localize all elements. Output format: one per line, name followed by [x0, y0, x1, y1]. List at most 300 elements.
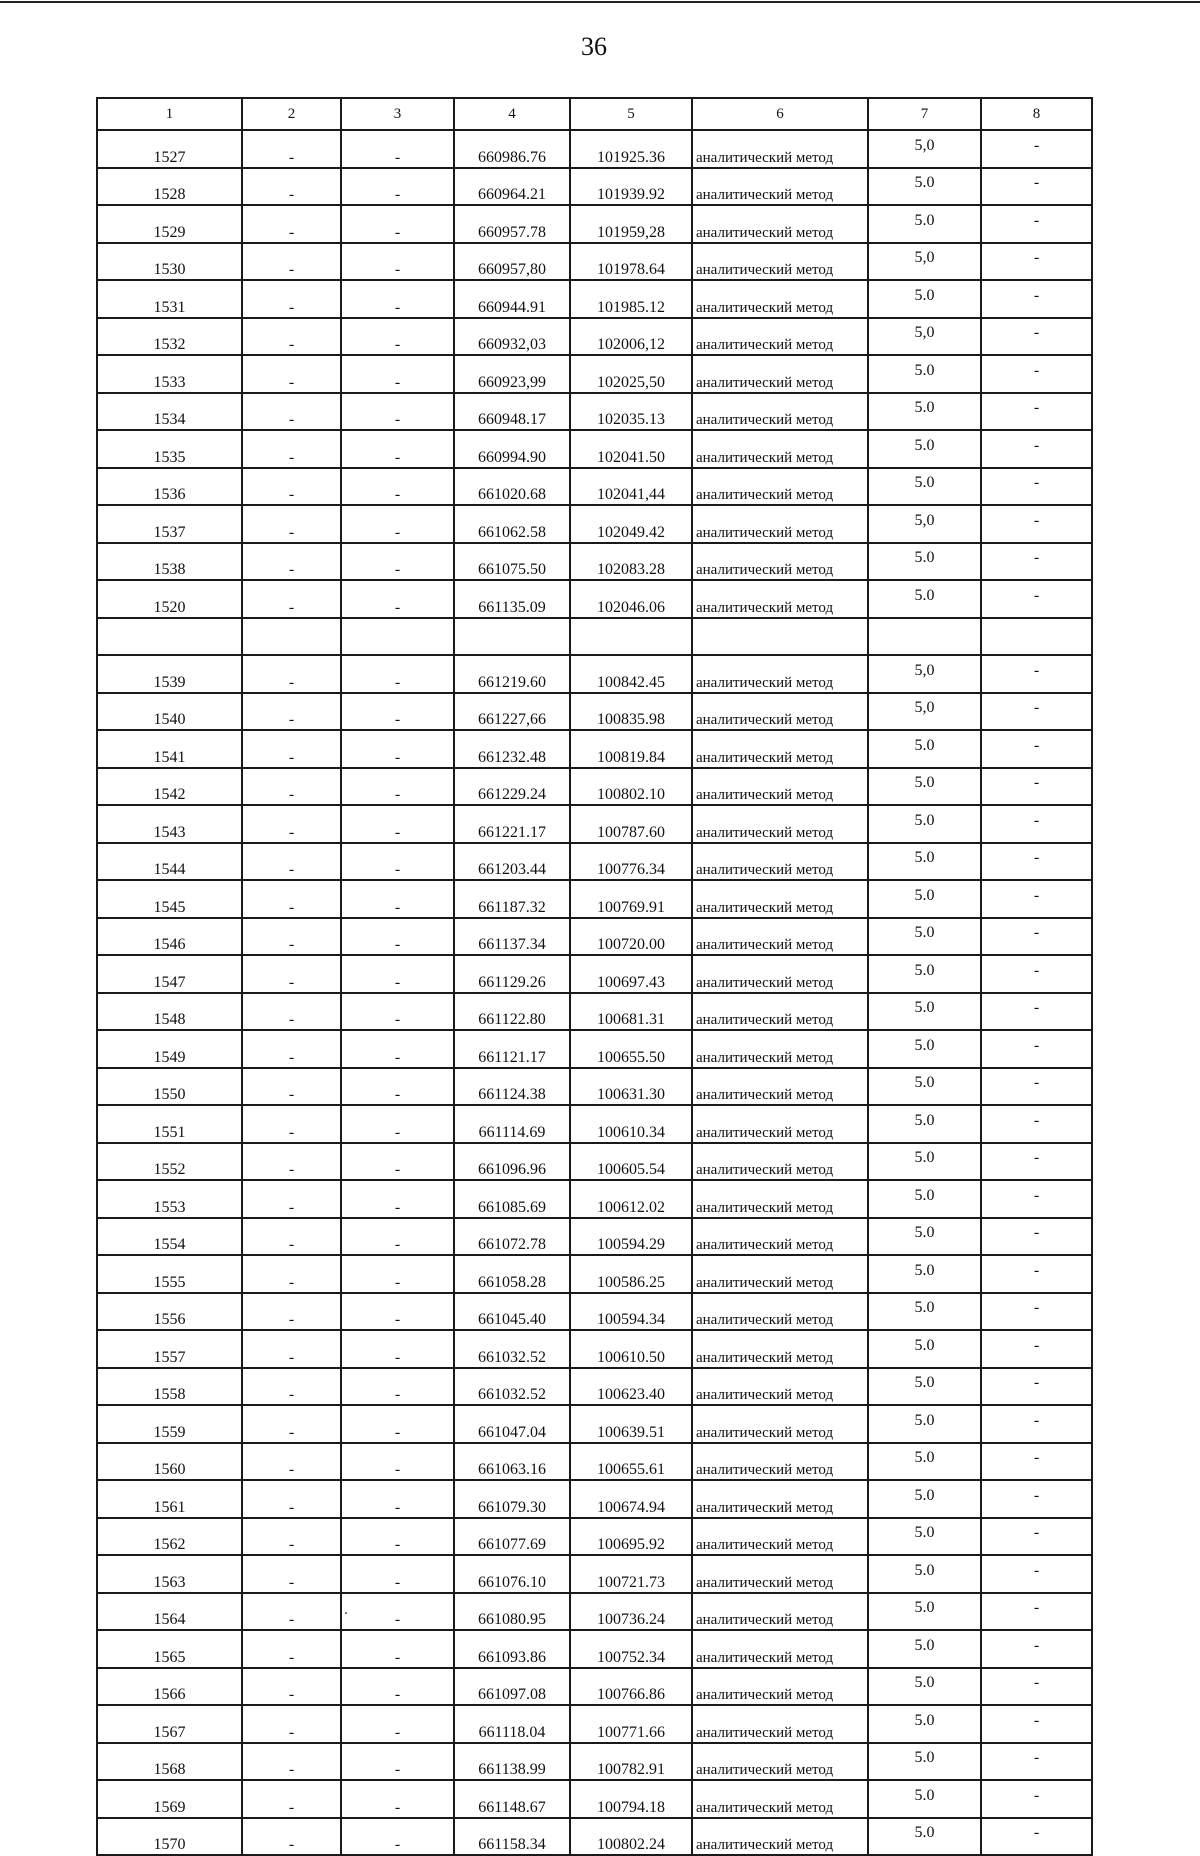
column-header-1: 1 — [97, 98, 242, 130]
cell-coordinate-x: 661229.24 — [454, 768, 570, 806]
cell-column-3: - — [341, 843, 454, 881]
cell-method: аналитический метод — [692, 843, 868, 881]
cell-method: аналитический метод — [692, 1255, 868, 1293]
table-row — [97, 768, 1092, 806]
cell-column-2: - — [242, 1330, 341, 1368]
cell-column-3: - — [341, 1293, 454, 1331]
cell-column-8: - — [981, 880, 1092, 918]
cell-accuracy — [868, 618, 981, 656]
cell-accuracy: 5.0 — [868, 430, 981, 468]
cell-method: аналитический метод — [692, 1518, 868, 1556]
cell-point-number: 1566 — [97, 1668, 242, 1706]
cell-point-number: 1564 — [97, 1593, 242, 1631]
cell-coordinate-x: 660957,80 — [454, 243, 570, 281]
cell-column-3: - — [341, 318, 454, 356]
table-row — [97, 318, 1092, 356]
cell-column-8: - — [981, 1780, 1092, 1818]
cell-column-2: - — [242, 243, 341, 281]
cell-method: аналитический метод — [692, 280, 868, 318]
cell-point-number: 1560 — [97, 1443, 242, 1481]
cell-method: аналитический метод — [692, 1330, 868, 1368]
cell-column-3: - — [341, 468, 454, 506]
cell-column-8: - — [981, 1818, 1092, 1856]
cell-coordinate-y: 100835.98 — [570, 693, 692, 731]
cell-column-2: - — [242, 1705, 341, 1743]
cell-point-number: 1537 — [97, 505, 242, 543]
cell-coordinate-y: 102041.50 — [570, 430, 692, 468]
cell-column-8: - — [981, 1143, 1092, 1181]
cell-coordinate-x: 660964.21 — [454, 168, 570, 206]
cell-column-2: - — [242, 1368, 341, 1406]
cell-column-3: - — [341, 1555, 454, 1593]
table-row — [97, 430, 1092, 468]
cell-column-2: - — [242, 468, 341, 506]
cell-coordinate-x — [454, 618, 570, 656]
cell-method — [692, 618, 868, 656]
cell-column-8: - — [981, 1330, 1092, 1368]
table-row — [97, 1705, 1092, 1743]
cell-point-number: 1527 — [97, 130, 242, 168]
cell-point-number: 1555 — [97, 1255, 242, 1293]
cell-column-2: - — [242, 318, 341, 356]
table-row — [97, 1668, 1092, 1706]
column-header-7: 7 — [868, 98, 981, 130]
cell-coordinate-x: 661135.09 — [454, 580, 570, 618]
cell-coordinate-y: 100697.43 — [570, 955, 692, 993]
cell-method: аналитический метод — [692, 1218, 868, 1256]
cell-point-number: 1569 — [97, 1780, 242, 1818]
cell-coordinate-y: 100721.73 — [570, 1555, 692, 1593]
cell-column-2: - — [242, 1255, 341, 1293]
cell-point-number: 1540 — [97, 693, 242, 731]
table-row — [97, 1218, 1092, 1256]
cell-coordinate-x: 661122.80 — [454, 993, 570, 1031]
cell-column-8: - — [981, 1743, 1092, 1781]
cell-coordinate-y: 100655.61 — [570, 1443, 692, 1481]
table-row — [97, 280, 1092, 318]
cell-method: аналитический метод — [692, 505, 868, 543]
table-row — [97, 955, 1092, 993]
cell-coordinate-y: 102049.42 — [570, 505, 692, 543]
cell-column-3: - — [341, 1705, 454, 1743]
cell-accuracy: 5.0 — [868, 1218, 981, 1256]
cell-column-3: - — [341, 430, 454, 468]
cell-column-2: - — [242, 1293, 341, 1331]
cell-coordinate-y: 100594.34 — [570, 1293, 692, 1331]
cell-coordinate-y: 100802.24 — [570, 1818, 692, 1856]
cell-column-8: - — [981, 1293, 1092, 1331]
cell-method: аналитический метод — [692, 1593, 868, 1631]
table-row — [97, 1293, 1092, 1331]
cell-point-number: 1552 — [97, 1143, 242, 1181]
cell-column-2: - — [242, 280, 341, 318]
cell-coordinate-y: 101978.64 — [570, 243, 692, 281]
table-row — [97, 355, 1092, 393]
table-row — [97, 993, 1092, 1031]
cell-point-number: 1543 — [97, 805, 242, 843]
cell-accuracy: 5.0 — [868, 1668, 981, 1706]
cell-coordinate-y: 100655.50 — [570, 1030, 692, 1068]
cell-method: аналитический метод — [692, 468, 868, 506]
table-row — [97, 1480, 1092, 1518]
cell-column-8: - — [981, 468, 1092, 506]
cell-coordinate-y: 100769.91 — [570, 880, 692, 918]
cell-point-number: 1539 — [97, 655, 242, 693]
table-row — [97, 505, 1092, 543]
cell-column-3: - — [341, 1143, 454, 1181]
cell-coordinate-x: 661080.95 — [454, 1593, 570, 1631]
cell-coordinate-x: 661187.32 — [454, 880, 570, 918]
cell-method: аналитический метод — [692, 955, 868, 993]
cell-coordinate-x: 661118.04 — [454, 1705, 570, 1743]
table-row — [97, 1068, 1092, 1106]
table-row — [97, 1743, 1092, 1781]
table-row — [97, 1593, 1092, 1631]
table-row — [97, 1555, 1092, 1593]
cell-coordinate-y: 102046.06 — [570, 580, 692, 618]
cell-column-8: - — [981, 730, 1092, 768]
cell-coordinate-x: 660923,99 — [454, 355, 570, 393]
cell-coordinate-x: 661203.44 — [454, 843, 570, 881]
cell-coordinate-x: 660932,03 — [454, 318, 570, 356]
cell-accuracy: 5.0 — [868, 1818, 981, 1856]
cell-column-3: - — [341, 880, 454, 918]
cell-column-8: - — [981, 655, 1092, 693]
cell-column-8: - — [981, 768, 1092, 806]
cell-accuracy: 5.0 — [868, 1105, 981, 1143]
cell-column-8: - — [981, 843, 1092, 881]
cell-column-2: - — [242, 168, 341, 206]
cell-method: аналитический метод — [692, 693, 868, 731]
cell-point-number: 1546 — [97, 918, 242, 956]
cell-column-8: - — [981, 318, 1092, 356]
cell-coordinate-x: 661219.60 — [454, 655, 570, 693]
cell-column-3: - — [341, 1480, 454, 1518]
cell-accuracy: 5,0 — [868, 243, 981, 281]
cell-column-2: - — [242, 1030, 341, 1068]
cell-coordinate-x: 660957.78 — [454, 205, 570, 243]
cell-column-3: - — [341, 1443, 454, 1481]
cell-coordinate-x: 661121.17 — [454, 1030, 570, 1068]
cell-column-8: - — [981, 955, 1092, 993]
cell-method: аналитический метод — [692, 430, 868, 468]
cell-method: аналитический метод — [692, 1818, 868, 1856]
cell-column-3: - — [341, 730, 454, 768]
cell-column-2: - — [242, 1443, 341, 1481]
cell-column-8: - — [981, 1105, 1092, 1143]
cell-column-3: - — [341, 1630, 454, 1668]
cell-coordinate-y: 102083.28 — [570, 543, 692, 581]
cell-method: аналитический метод — [692, 1143, 868, 1181]
cell-point-number: 1532 — [97, 318, 242, 356]
table-row — [97, 468, 1092, 506]
cell-column-2: - — [242, 768, 341, 806]
cell-column-3: - — [341, 168, 454, 206]
cell-column-8: - — [981, 505, 1092, 543]
cell-column-2: - — [242, 1068, 341, 1106]
cell-accuracy: 5.0 — [868, 468, 981, 506]
cell-column-3: - — [341, 1255, 454, 1293]
cell-column-8: - — [981, 1518, 1092, 1556]
cell-method: аналитический метод — [692, 580, 868, 618]
cell-method: аналитический метод — [692, 1405, 868, 1443]
cell-column-3: - — [341, 1030, 454, 1068]
cell-column-2: - — [242, 1105, 341, 1143]
cell-method: аналитический метод — [692, 1293, 868, 1331]
cell-method: аналитический метод — [692, 168, 868, 206]
cell-method: аналитический метод — [692, 1180, 868, 1218]
cell-column-2: - — [242, 1780, 341, 1818]
cell-accuracy: 5.0 — [868, 355, 981, 393]
cell-point-number: 1542 — [97, 768, 242, 806]
cell-column-2: - — [242, 505, 341, 543]
cell-point-number: 1528 — [97, 168, 242, 206]
cell-column-8: - — [981, 993, 1092, 1031]
cell-column-3: - — [341, 580, 454, 618]
cell-accuracy: 5.0 — [868, 1480, 981, 1518]
scan-speck — [345, 1612, 347, 1614]
table-row — [97, 1780, 1092, 1818]
cell-column-2: - — [242, 430, 341, 468]
table-row — [97, 1443, 1092, 1481]
cell-point-number: 1559 — [97, 1405, 242, 1443]
cell-column-8: - — [981, 580, 1092, 618]
cell-column-2: - — [242, 393, 341, 431]
cell-coordinate-y: 100594.29 — [570, 1218, 692, 1256]
cell-column-3: - — [341, 655, 454, 693]
cell-coordinate-y: 100586.25 — [570, 1255, 692, 1293]
cell-accuracy: 5.0 — [868, 280, 981, 318]
cell-coordinate-y: 100776.34 — [570, 843, 692, 881]
cell-point-number: 1565 — [97, 1630, 242, 1668]
cell-column-3: - — [341, 205, 454, 243]
cell-column-3: - — [341, 1105, 454, 1143]
cell-column-8: - — [981, 693, 1092, 731]
cell-coordinate-y: 101959,28 — [570, 205, 692, 243]
cell-method: аналитический метод — [692, 543, 868, 581]
cell-point-number: 1534 — [97, 393, 242, 431]
cell-column-3: - — [341, 355, 454, 393]
cell-accuracy: 5,0 — [868, 130, 981, 168]
cell-point-number: 1558 — [97, 1368, 242, 1406]
cell-method: аналитический метод — [692, 1068, 868, 1106]
cell-column-3: - — [341, 1180, 454, 1218]
cell-method: аналитический метод — [692, 1555, 868, 1593]
cell-column-2: - — [242, 1630, 341, 1668]
cell-accuracy: 5.0 — [868, 1368, 981, 1406]
cell-point-number: 1567 — [97, 1705, 242, 1743]
cell-column-8: - — [981, 918, 1092, 956]
cell-coordinate-x: 661032.52 — [454, 1368, 570, 1406]
cell-column-3: - — [341, 918, 454, 956]
cell-accuracy: 5,0 — [868, 655, 981, 693]
cell-accuracy: 5.0 — [868, 1030, 981, 1068]
cell-coordinate-x: 661138.99 — [454, 1743, 570, 1781]
cell-method: аналитический метод — [692, 205, 868, 243]
cell-method: аналитический метод — [692, 730, 868, 768]
cell-accuracy: 5.0 — [868, 1068, 981, 1106]
cell-accuracy: 5.0 — [868, 843, 981, 881]
cell-accuracy: 5.0 — [868, 993, 981, 1031]
cell-coordinate-y: 100631.30 — [570, 1068, 692, 1106]
cell-method: аналитический метод — [692, 993, 868, 1031]
cell-column-2: - — [242, 580, 341, 618]
cell-point-number: 1536 — [97, 468, 242, 506]
cell-column-2: - — [242, 1518, 341, 1556]
cell-column-8: - — [981, 1630, 1092, 1668]
cell-coordinate-x: 661058.28 — [454, 1255, 570, 1293]
cell-point-number: 1568 — [97, 1743, 242, 1781]
cell-coordinate-x: 661079.30 — [454, 1480, 570, 1518]
cell-column-3: - — [341, 1368, 454, 1406]
cell-coordinate-y: 100623.40 — [570, 1368, 692, 1406]
cell-point-number: 1547 — [97, 955, 242, 993]
cell-coordinate-y: 100736.24 — [570, 1593, 692, 1631]
table-row — [97, 168, 1092, 206]
cell-coordinate-y: 102035.13 — [570, 393, 692, 431]
cell-coordinate-y: 102006,12 — [570, 318, 692, 356]
cell-column-3: - — [341, 1405, 454, 1443]
cell-column-3: - — [341, 993, 454, 1031]
table-row — [97, 918, 1092, 956]
cell-method: аналитический метод — [692, 1705, 868, 1743]
cell-method: аналитический метод — [692, 318, 868, 356]
cell-coordinate-x: 660948.17 — [454, 393, 570, 431]
column-header-2: 2 — [242, 98, 341, 130]
table-body — [97, 98, 1092, 1855]
cell-column-2: - — [242, 843, 341, 881]
cell-point-number — [97, 618, 242, 656]
table-row — [97, 1105, 1092, 1143]
cell-column-2: - — [242, 1180, 341, 1218]
cell-column-8: - — [981, 1668, 1092, 1706]
table-row — [97, 1518, 1092, 1556]
cell-coordinate-y: 100782.91 — [570, 1743, 692, 1781]
cell-column-2: - — [242, 655, 341, 693]
cell-column-2: - — [242, 1143, 341, 1181]
cell-coordinate-y — [570, 618, 692, 656]
coordinates-table — [96, 97, 1093, 1856]
cell-coordinate-x: 661114.69 — [454, 1105, 570, 1143]
table-row — [97, 655, 1092, 693]
cell-accuracy: 5.0 — [868, 1518, 981, 1556]
cell-column-3: - — [341, 1518, 454, 1556]
cell-column-8: - — [981, 1480, 1092, 1518]
cell-column-2: - — [242, 1555, 341, 1593]
top-rule — [0, 1, 1200, 3]
cell-point-number: 1545 — [97, 880, 242, 918]
cell-coordinate-x: 661063.16 — [454, 1443, 570, 1481]
cell-coordinate-y: 100610.50 — [570, 1330, 692, 1368]
cell-point-number: 1544 — [97, 843, 242, 881]
table-row — [97, 1143, 1092, 1181]
cell-column-2: - — [242, 543, 341, 581]
table-gap-row — [97, 618, 1092, 656]
table-row — [97, 730, 1092, 768]
cell-column-8: - — [981, 1443, 1092, 1481]
page-number: 36 — [581, 32, 607, 61]
cell-column-8 — [981, 618, 1092, 656]
cell-point-number: 1520 — [97, 580, 242, 618]
cell-coordinate-x: 661045.40 — [454, 1293, 570, 1331]
cell-column-2: - — [242, 730, 341, 768]
cell-method: аналитический метод — [692, 768, 868, 806]
cell-coordinate-x: 661085.69 — [454, 1180, 570, 1218]
cell-accuracy: 5.0 — [868, 1555, 981, 1593]
cell-coordinate-y: 100752.34 — [570, 1630, 692, 1668]
cell-column-8: - — [981, 168, 1092, 206]
table-row — [97, 243, 1092, 281]
cell-coordinate-y: 100787.60 — [570, 805, 692, 843]
cell-column-8: - — [981, 805, 1092, 843]
cell-coordinate-x: 660944.91 — [454, 280, 570, 318]
cell-accuracy: 5.0 — [868, 768, 981, 806]
column-header-4: 4 — [454, 98, 570, 130]
table-row — [97, 1368, 1092, 1406]
cell-coordinate-y: 100612.02 — [570, 1180, 692, 1218]
cell-accuracy: 5.0 — [868, 580, 981, 618]
cell-method: аналитический метод — [692, 655, 868, 693]
cell-coordinate-x: 661221.17 — [454, 805, 570, 843]
cell-column-8: - — [981, 1368, 1092, 1406]
cell-coordinate-y: 100802.10 — [570, 768, 692, 806]
cell-coordinate-x: 661129.26 — [454, 955, 570, 993]
cell-accuracy: 5,0 — [868, 693, 981, 731]
cell-method: аналитический метод — [692, 243, 868, 281]
cell-column-8: - — [981, 1593, 1092, 1631]
cell-coordinate-y: 102041,44 — [570, 468, 692, 506]
cell-column-8: - — [981, 130, 1092, 168]
cell-accuracy: 5.0 — [868, 730, 981, 768]
cell-column-2: - — [242, 1480, 341, 1518]
cell-point-number: 1535 — [97, 430, 242, 468]
cell-coordinate-y: 100720.00 — [570, 918, 692, 956]
cell-coordinate-x: 660994.90 — [454, 430, 570, 468]
cell-coordinate-x: 661148.67 — [454, 1780, 570, 1818]
cell-accuracy: 5.0 — [868, 1630, 981, 1668]
cell-column-3: - — [341, 1780, 454, 1818]
cell-method: аналитический метод — [692, 355, 868, 393]
cell-accuracy: 5,0 — [868, 505, 981, 543]
cell-column-3: - — [341, 505, 454, 543]
cell-method: аналитический метод — [692, 1030, 868, 1068]
cell-coordinate-y: 101925.36 — [570, 130, 692, 168]
cell-coordinate-x: 661020.68 — [454, 468, 570, 506]
cell-column-3: - — [341, 543, 454, 581]
cell-accuracy: 5.0 — [868, 1255, 981, 1293]
cell-point-number: 1541 — [97, 730, 242, 768]
table-row — [97, 580, 1092, 618]
cell-method: аналитический метод — [692, 1743, 868, 1781]
cell-accuracy: 5.0 — [868, 1443, 981, 1481]
cell-column-8: - — [981, 1218, 1092, 1256]
cell-accuracy: 5.0 — [868, 1293, 981, 1331]
cell-coordinate-x: 661232.48 — [454, 730, 570, 768]
cell-method: аналитический метод — [692, 880, 868, 918]
cell-coordinate-y: 100794.18 — [570, 1780, 692, 1818]
cell-column-8: - — [981, 393, 1092, 431]
cell-coordinate-x: 661097.08 — [454, 1668, 570, 1706]
cell-method: аналитический метод — [692, 918, 868, 956]
cell-method: аналитический метод — [692, 1443, 868, 1481]
cell-column-3: - — [341, 1743, 454, 1781]
cell-coordinate-x: 661032.52 — [454, 1330, 570, 1368]
cell-coordinate-x: 661075.50 — [454, 543, 570, 581]
cell-accuracy: 5.0 — [868, 393, 981, 431]
cell-method: аналитический метод — [692, 1368, 868, 1406]
cell-coordinate-y: 100819.84 — [570, 730, 692, 768]
cell-column-8: - — [981, 1405, 1092, 1443]
